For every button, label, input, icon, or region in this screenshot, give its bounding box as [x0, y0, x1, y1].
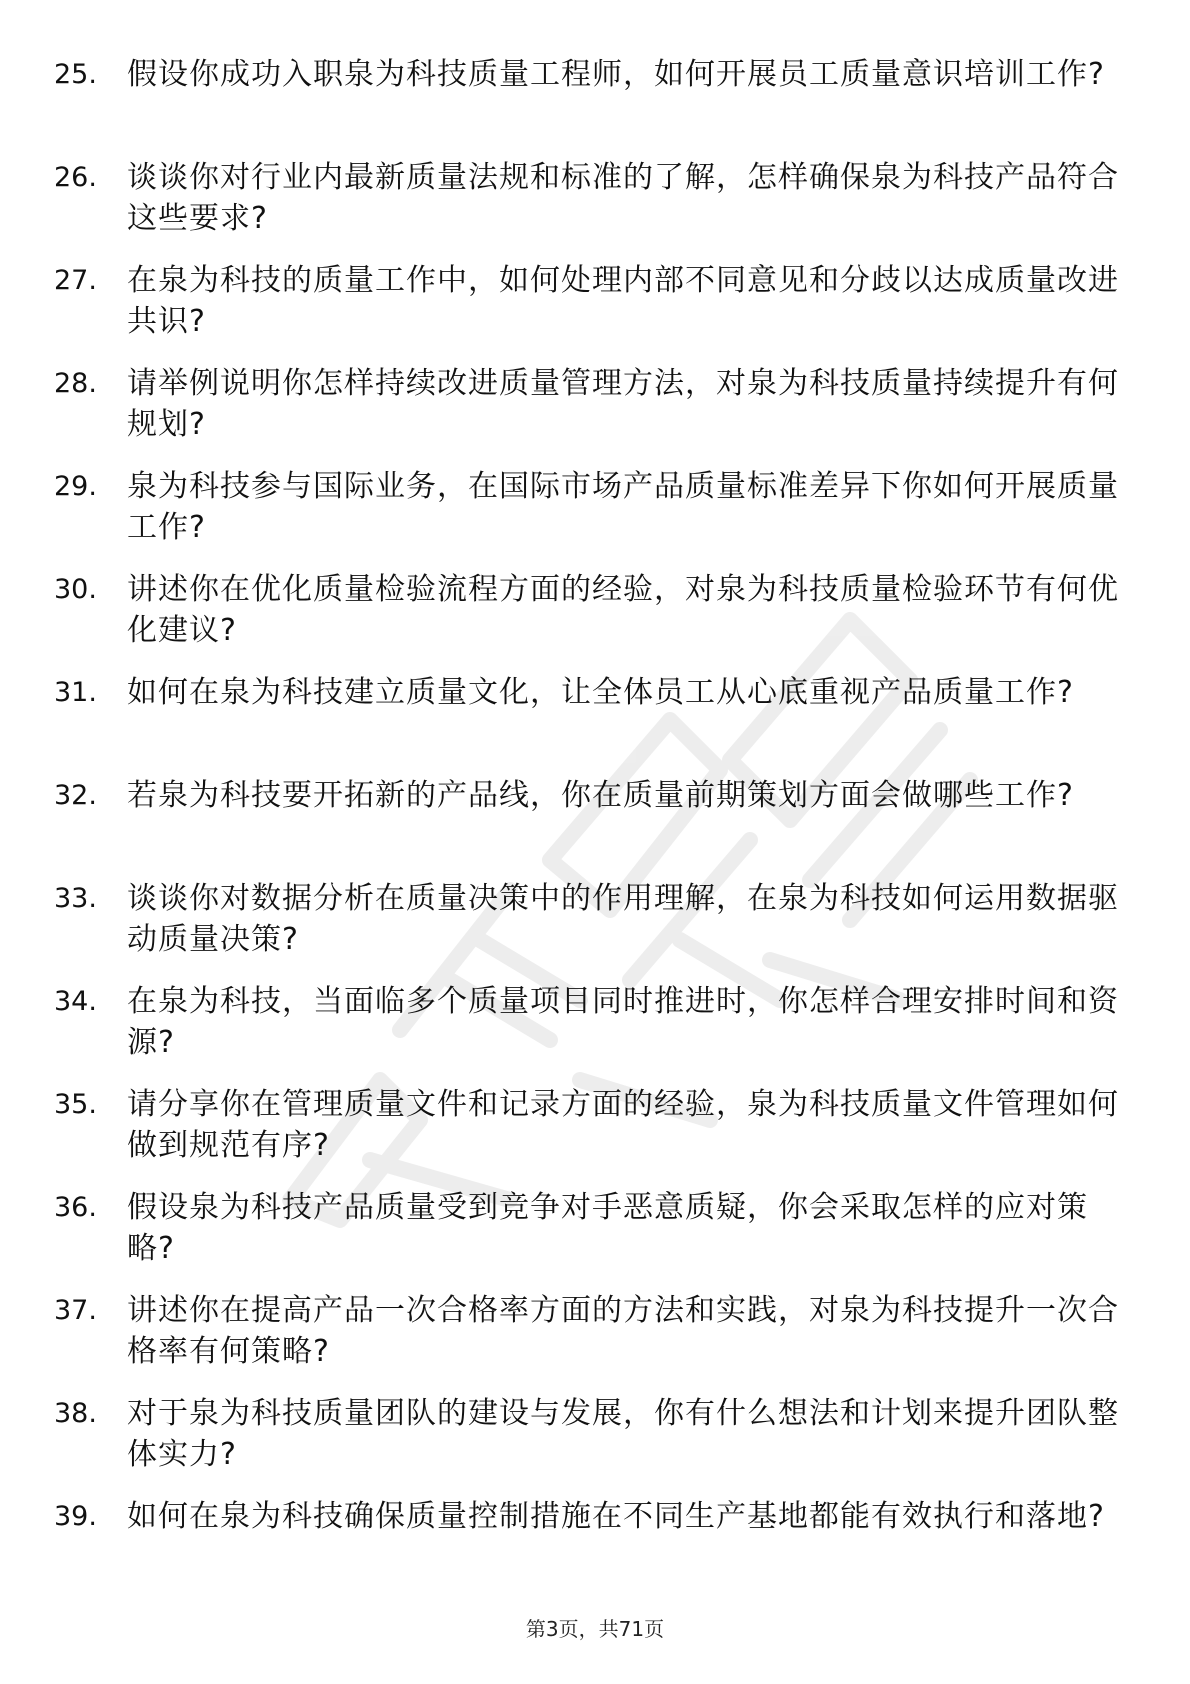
question-number: 25. [54, 59, 97, 90]
question-number: 32. [54, 780, 97, 811]
question-number: 33. [54, 883, 97, 914]
question-number: 37. [54, 1295, 97, 1326]
list-item [0, 363, 1190, 466]
list-item [0, 260, 1190, 363]
list-item [0, 1290, 1190, 1393]
page-footer [0, 1613, 1190, 1642]
question-number: 30. [54, 574, 97, 605]
question-text: 若泉为科技要开拓新的产品线，你在质量前期策划方面会做哪些工作? [127, 778, 1074, 813]
question-text: 泉为科技参与国际业务，在国际市场产品质量标准差异下你如何开展质量工作? [127, 469, 1119, 545]
question-number: 38. [54, 1398, 97, 1429]
list-item [0, 1393, 1190, 1496]
question-text: 如何在泉为科技建立质量文化，让全体员工从心底重视产品质量工作? [127, 675, 1074, 710]
question-number: 27. [54, 265, 97, 296]
list-item [0, 157, 1190, 260]
question-number: 34. [54, 986, 97, 1017]
question-list [0, 54, 1190, 1599]
question-text: 讲述你在提高产品一次合格率方面的方法和实践，对泉为科技提升一次合格率有何策略? [127, 1293, 1119, 1369]
list-item [0, 1187, 1190, 1290]
list-item [0, 672, 1190, 775]
question-text: 在泉为科技，当面临多个质量项目同时推进时，你怎样合理安排时间和资源? [127, 984, 1119, 1060]
question-number: 29. [54, 471, 97, 502]
question-number: 35. [54, 1089, 97, 1120]
page-number-label: 第3页，共71页 [525, 1617, 665, 1641]
list-item [0, 54, 1190, 157]
list-item [0, 878, 1190, 981]
list-item [0, 466, 1190, 569]
question-text: 在泉为科技的质量工作中，如何处理内部不同意见和分歧以达成质量改进共识? [127, 263, 1119, 339]
list-item [0, 1496, 1190, 1599]
question-text: 请举例说明你怎样持续改进质量管理方法，对泉为科技质量持续提升有何规划? [127, 366, 1119, 442]
question-text: 谈谈你对数据分析在质量决策中的作用理解，在泉为科技如何运用数据驱动质量决策? [127, 881, 1119, 957]
question-text: 假设你成功入职泉为科技质量工程师，如何开展员工质量意识培训工作? [127, 57, 1105, 92]
list-item [0, 1084, 1190, 1187]
question-text: 请分享你在管理质量文件和记录方面的经验，泉为科技质量文件管理如何做到规范有序? [127, 1087, 1119, 1163]
list-item [0, 775, 1190, 878]
question-number: 36. [54, 1192, 97, 1223]
question-text: 如何在泉为科技确保质量控制措施在不同生产基地都能有效执行和落地? [127, 1499, 1105, 1534]
list-item [0, 569, 1190, 672]
question-text: 假设泉为科技产品质量受到竞争对手恶意质疑，你会采取怎样的应对策略? [127, 1190, 1088, 1266]
list-item [0, 981, 1190, 1084]
question-number: 31. [54, 677, 97, 708]
question-text: 谈谈你对行业内最新质量法规和标准的了解，怎样确保泉为科技产品符合这些要求? [127, 160, 1119, 236]
question-number: 26. [54, 162, 97, 193]
question-text: 讲述你在优化质量检验流程方面的经验，对泉为科技质量检验环节有何优化建议? [127, 572, 1119, 648]
question-number: 39. [54, 1501, 97, 1532]
question-text: 对于泉为科技质量团队的建设与发展，你有什么想法和计划来提升团队整体实力? [127, 1396, 1119, 1472]
question-number: 28. [54, 368, 97, 399]
